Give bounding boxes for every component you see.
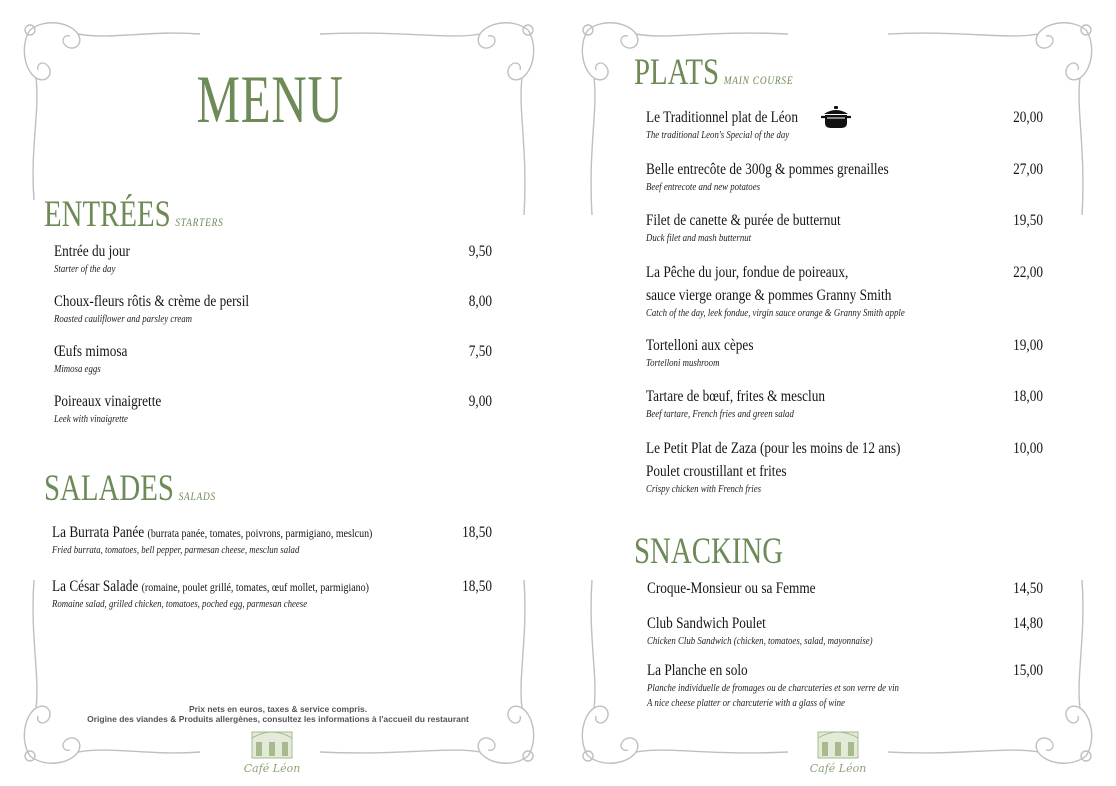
footer-line-2: Origine des viandes & Produits allergènes, consultez les informations à l'accueil du restaurant [87,714,469,724]
item-price: 18,50 [462,524,492,541]
entrees-section-title [44,196,224,233]
item-price: 8,00 [468,293,492,310]
item-description: Beef entrecote and new potatoes [646,181,761,193]
item-description: Fried burrata, tomatoes, bell pepper, parmesan cheese, mesclun salad [52,544,300,556]
item-description: Starter of the day [54,263,116,275]
item-name: Œufs mimosa [54,343,128,360]
menu-item [54,292,492,327]
item-price: 19,50 [1013,212,1043,229]
item-name: La Planche en solo [647,662,748,679]
item-price: 20,00 [1013,109,1043,126]
item-name: Le Petit Plat de Zaza (pour les moins de 12 ans) [646,440,901,457]
item-name-line-2: sauce vierge orange & pommes Granny Smith [646,287,892,304]
item-name-line-2: Poulet croustillant et frites [646,463,787,480]
menu-item [647,614,1043,649]
item-name: Belle entrecôte de 300g & pommes grenailles [646,161,889,178]
plats-subtitle: MAIN COURSE [723,73,794,87]
menu-item [646,211,1043,246]
entrees-subtitle: STARTERS [175,215,224,229]
item-price: 18,50 [462,578,492,595]
item-price: 10,00 [1013,440,1043,457]
item-price: 18,00 [1013,388,1043,405]
menu-item [647,661,1043,711]
cooking-pot-icon [820,104,852,130]
snacking-title: SNACKING [634,531,784,572]
item-description: The traditional Leon's Special of the day [646,129,790,141]
item-description: Crispy chicken with French fries [646,483,762,495]
item-name: La Burrata Panée [52,524,145,541]
menu-page-right [558,0,1116,786]
item-description: Leek with vinaigrette [54,413,128,425]
menu-item [646,439,1043,497]
item-name: Tortelloni aux cèpes [646,337,754,354]
item-name: Filet de canette & purée de butternut [646,212,841,229]
item-name: Choux-fleurs rôtis & crème de persil [54,293,250,310]
item-description: Planche individuelle de fromages ou de charcuteries et son verre de vin [647,682,899,694]
item-detail: (romaine, poulet grillé, tomates, œuf mollet, parmigiano) [141,580,369,594]
footer-line-1: Prix nets en euros, taxes & service compris. [188,704,368,714]
item-price: 19,00 [1013,337,1043,354]
menu-item [52,577,492,612]
menu-item [54,242,492,277]
footer-note [0,704,556,724]
menu-item [54,342,492,377]
item-price: 9,50 [468,243,492,260]
item-description: Chicken Club Sandwich (chicken, tomatoes, salad, mayonnaise) [647,635,873,647]
item-price: 14,80 [1013,615,1043,632]
menu-item [646,108,1043,143]
item-description: Beef tartare, French fries and green salad [646,408,794,420]
item-price: 14,50 [1013,580,1043,597]
item-price: 9,00 [468,393,492,410]
plats-title: PLATS [634,52,720,93]
logo-text: Café Léon [244,762,300,775]
item-description: Duck filet and mash butternut [646,232,752,244]
item-description: Tortelloni mushroom [646,357,720,369]
item-name: La Pêche du jour, fondue de poireaux, [646,264,849,281]
item-detail: (burrata panée, tomates, poivrons, parmigiano, meslcun) [147,526,373,540]
item-price: 15,00 [1013,662,1043,679]
item-price: 22,00 [1013,264,1043,281]
item-name: La César Salade [52,578,139,595]
item-description: Mimosa eggs [54,363,101,375]
salades-section-title [44,470,216,507]
item-name: Le Traditionnel plat de Léon [646,109,798,126]
item-name: Croque-Monsieur ou sa Femme [647,580,816,597]
menu-item [52,523,492,558]
menu-item [646,263,1043,321]
snacking-section-title [634,533,783,570]
menu-item [54,392,492,427]
entrees-title: ENTRÉES [44,194,171,235]
item-description: Catch of the day, leek fondue, virgin sauce orange & Granny Smith apple [646,307,905,319]
item-name-line [52,577,417,597]
menu-item [646,387,1043,422]
item-name: Club Sandwich Poulet [647,615,766,632]
item-price: 27,00 [1013,161,1043,178]
logo-text: Café Léon [810,762,866,775]
cafe-leon-logo [244,728,300,780]
menu-item [646,160,1043,195]
item-description: Roasted cauliflower and parsley cream [54,313,193,325]
plats-section-title [634,54,793,91]
item-description: Romaine salad, grilled chicken, tomatoes, poched egg, parmesan cheese [52,598,308,610]
cafe-leon-logo [810,728,866,780]
item-name: Entrée du jour [54,243,130,260]
item-description-2: A nice cheese platter or charcuterie with a glass of wine [647,697,845,709]
item-price: 7,50 [468,343,492,360]
menu-item [646,336,1043,371]
item-name: Tartare de bœuf, frites & mesclun [646,388,826,405]
menu-title: MENU [196,61,344,137]
item-name-line [52,523,417,543]
salades-title: SALADES [44,468,174,509]
menu-item [647,579,1043,599]
salades-subtitle: SALADS [178,489,217,503]
item-name: Poireaux vinaigrette [54,393,162,410]
